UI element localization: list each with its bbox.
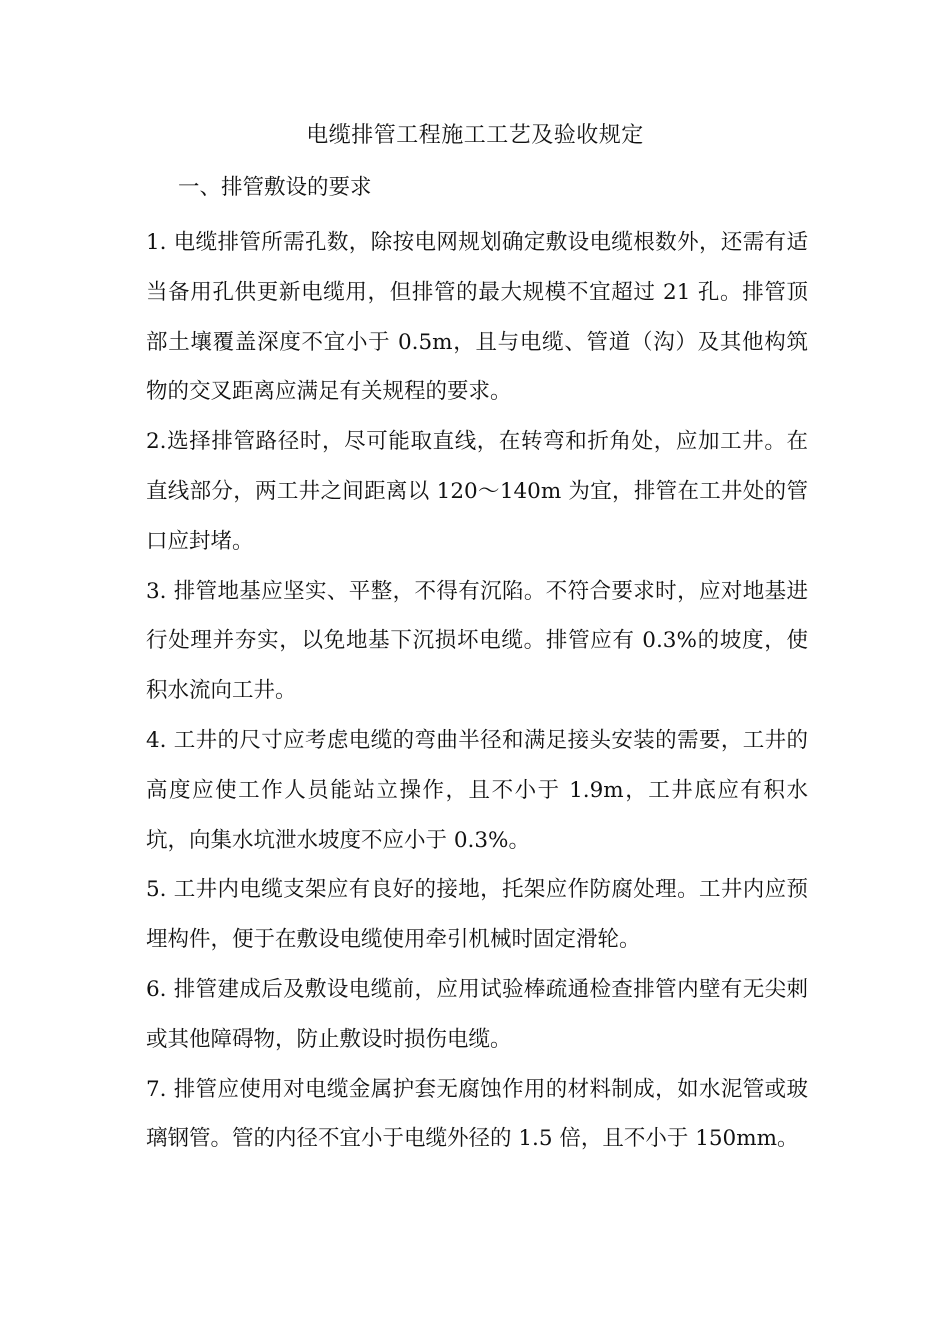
paragraph-6: 6. 排管建成后及敷设电缆前，应用试验棒疏通检查排管内壁有无尖刺或其他障碍物，防止敷设时损伤电缆。 [146, 976, 808, 1052]
page-title: 电缆排管工程施工工艺及验收规定 [306, 123, 644, 148]
paragraph-5: 5. 工井内电缆支架应有良好的接地，托架应作防腐处理。工井内应预埋构件，便于在敷设电缆使用牵引机械时固定滑轮。 [146, 877, 808, 953]
paragraph-3: 3. 排管地基应坚实、平整，不得有沉陷。不符合要求时，应对地基进行处理并夯实，以免地基下沉损坏电缆。排管应有 0.3%的坡度，使积水流向工井。 [146, 578, 808, 704]
document-body [146, 218, 808, 1164]
paragraph-4: 4. 工井的尺寸应考虑电缆的弯曲半径和满足接头安装的需要，工井的高度应使工作人员能站立操作，且不小于 1.9m，工井底应有积水坑，向集水坑泄水坡度不应小于 0.3%。 [146, 727, 808, 853]
section-heading: 一、排管敷设的要求 [178, 175, 372, 200]
paragraph-7: 7. 排管应使用对电缆金属护套无腐蚀作用的材料制成，如水泥管或玻璃钢管。管的内径不宜小于电缆外径的 1.5 倍，且不小于 150mm。 [146, 1076, 808, 1152]
paragraph-1: 1. 电缆排管所需孔数，除按电网规划确定敷设电缆根数外，还需有适当备用孔供更新电缆用，但排管的最大规模不宜超过 21 孔。排管顶部土壤覆盖深度不宜小于 0.5m，且与电缆、管道（沟）及其他构筑物的交叉距离应满足有关规程的要求。 [146, 230, 808, 405]
paragraph-2: 2.选择排管路径时，尽可能取直线，在转弯和折角处，应加工井。在直线部分，两工井之间距离以 120～140m 为宜，排管在工井处的管口应封堵。 [146, 429, 808, 554]
